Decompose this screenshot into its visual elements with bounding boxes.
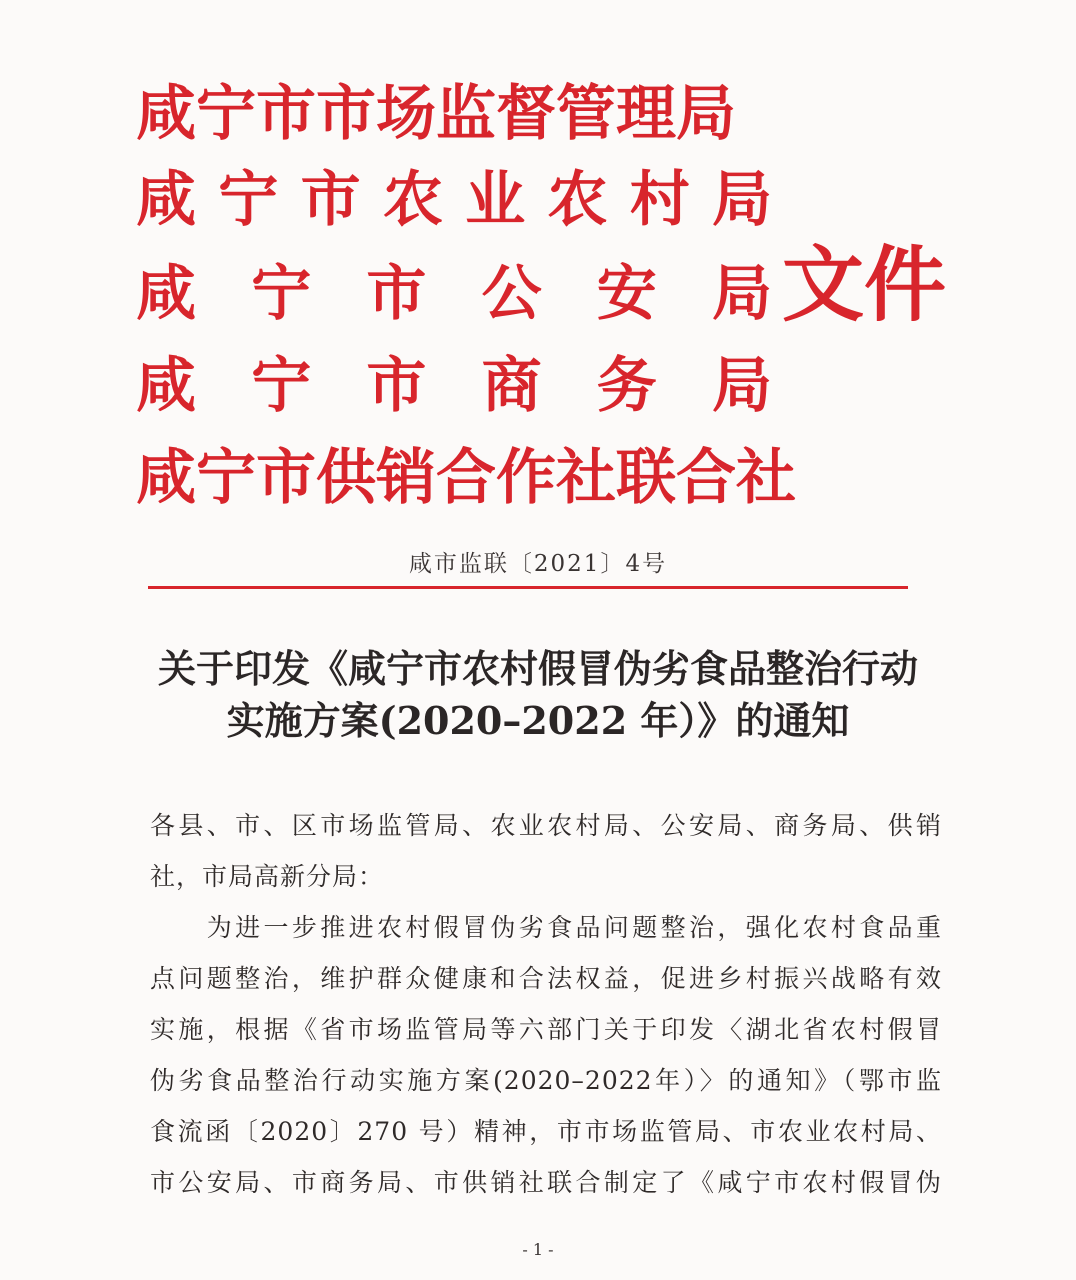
document-number: 咸市监联〔2021〕4号: [408, 551, 668, 577]
issuer-line-3-text: [136, 258, 772, 330]
salutation-line-2: 社，市局高新分局：: [150, 862, 385, 891]
body-line-5: 食流函〔2020〕270 号）精神，市市场监管局、市农业农村局、: [150, 1117, 942, 1146]
issuer-line-3: [136, 258, 772, 330]
issuer-char: 农: [547, 165, 608, 235]
issuer-char: 宁: [251, 259, 312, 329]
issuer-char: 咸: [136, 351, 196, 421]
notice-title-line-1: 关于印发《咸宁市农村假冒伪劣食品整治行动: [157, 646, 918, 691]
page-number: - 1 -: [522, 1240, 554, 1259]
red-divider-line: [148, 586, 908, 589]
document-type-label: 文件: [782, 238, 947, 333]
issuer-char: 市: [366, 259, 427, 329]
issuer-char: 宁: [251, 351, 312, 421]
body-line-2: 点问题整治，维护群众健康和合法权益，促进乡村振兴战略有效: [150, 964, 942, 993]
issuer-char: 咸: [136, 165, 196, 235]
issuer-char: 局: [711, 351, 772, 421]
body-line-1: 为进一步推进农村假冒伪劣食品问题整治，强化农村食品重: [150, 913, 942, 942]
issuer-char: 农: [382, 165, 443, 235]
issuer-line-2: [136, 164, 772, 236]
issuer-char: 公: [481, 259, 542, 329]
body-line-6: 市公安局、市商务局、市供销社联合制定了《咸宁市农村假冒伪: [150, 1168, 942, 1197]
issuer-line-5: 咸宁市供销合作社联合社: [136, 443, 796, 513]
issuer-line-2-text: [136, 164, 772, 236]
issuer-line-4-text: [136, 350, 772, 422]
body-line-4: 伪劣食品整治行动实施方案(2020–2022年）〉的通知》（鄂市监: [150, 1066, 942, 1095]
issuer-char: 安: [596, 259, 657, 329]
issuer-char: 村: [629, 165, 690, 235]
issuer-char: 宁: [218, 165, 279, 235]
issuer-char: 咸: [136, 259, 196, 329]
issuer-char: 市: [366, 351, 427, 421]
issuer-char: 局: [711, 259, 772, 329]
notice-title-line-2: 实施方案(2020–2022 年）》的通知: [226, 698, 850, 743]
salutation-line-1: 各县、市、区市场监管局、农业农村局、公安局、商务局、供销: [150, 811, 942, 840]
notice-body: [150, 800, 942, 1208]
issuer-char: 业: [465, 165, 526, 235]
body-line-3: 实施，根据《省市场监管局等六部门关于印发〈湖北省农村假冒: [150, 1015, 942, 1044]
issuer-line-1: 咸宁市市场监督管理局: [136, 79, 736, 149]
issuer-char: 商: [481, 351, 542, 421]
issuer-char: 市: [300, 165, 361, 235]
issuer-char: 局: [711, 165, 772, 235]
issuer-char: 务: [596, 351, 657, 421]
issuer-line-4: [136, 350, 772, 422]
